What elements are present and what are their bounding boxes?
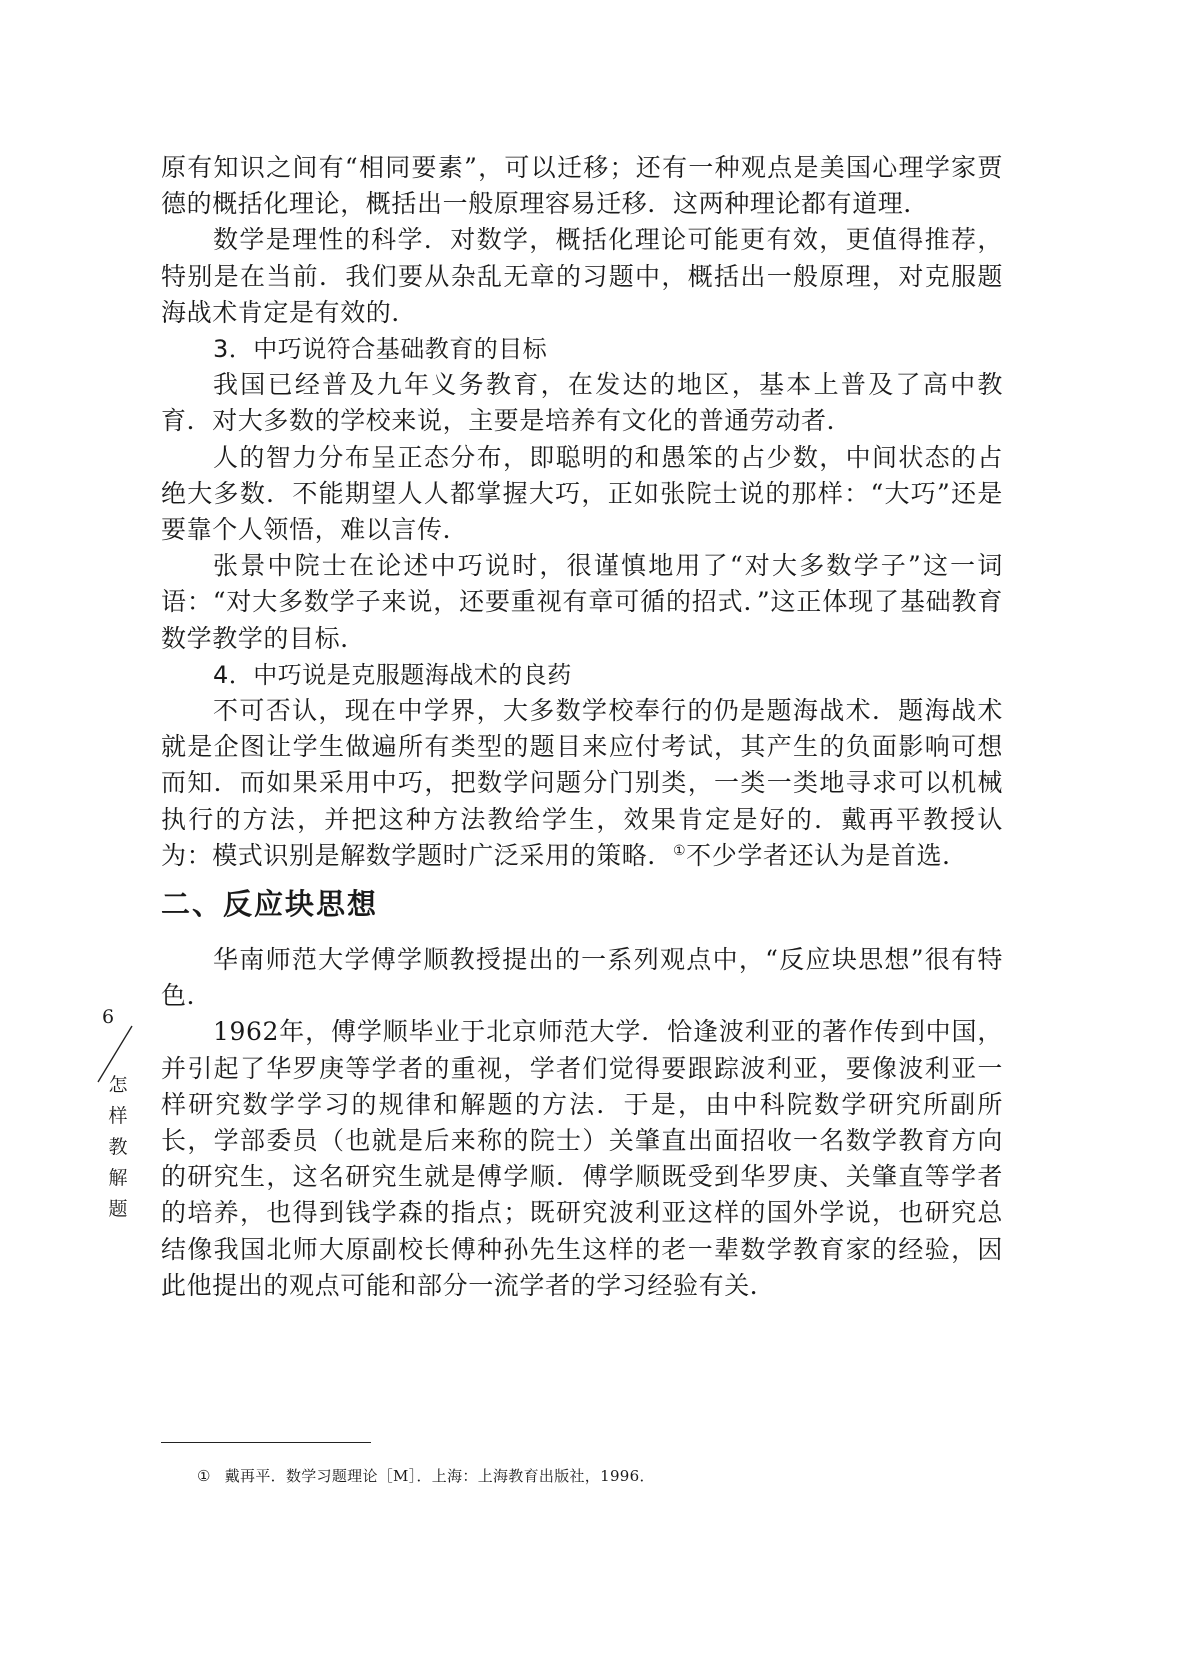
running-title-char: 教 [108,1136,128,1158]
paragraph-4-main: 不可否认，现在中学界，大多数学校奉行的仍是题海战术．题海战术就是企图让学生做遍所有类型的题目来应付考试，其产生的负面影响可想而知．而如果采用中巧，把数学问题分门别类，一类一类地寻求可以机械执行的方法，并把这种方法教给学生，效果肯定是好的．戴再平教授认为：模式识别是解数学题时广泛采用的策略． [161,696,1003,870]
paragraph-section2-1: 华南师范大学傅学顺教授提出的一系列观点中，“反应块思想”很有特色． [161,945,1003,1011]
margin-running-head [96,1006,146,1236]
footnote-reference[interactable]: ① [673,842,687,859]
subhead-4: 4．中巧说是克服题海战术的良药 [213,660,572,689]
running-title [104,1070,132,1225]
running-title-char: 样 [108,1105,128,1127]
paragraph-theory: 数学是理性的科学．对数学，概括化理论可能更有效，更值得推荐，特别是在当前．我们要从杂乱无章的习题中，概括出一般原理，对克服题海战术肯定是有效的． [161,225,1003,327]
subhead-3: 3．中巧说符合基础教育的目标 [213,335,548,364]
footnote-mark: ① [197,1467,211,1485]
paragraph-4 [161,693,1003,874]
footnote-text: 戴再平．数学习题理论［M］．上海：上海教育出版社，1996． [224,1467,655,1485]
running-title-char: 解 [108,1167,128,1189]
paragraph-3-1: 我国已经普及九年义务教育，在发达的地区，基本上普及了高中教育．对大多数的学校来说，主要是培养有文化的普通劳动者． [161,370,1003,436]
footnote [197,1466,655,1486]
running-title-char: 题 [108,1198,128,1220]
footnote-divider [161,1442,371,1443]
running-title-char: 怎 [108,1074,128,1096]
paragraph-3-3: 张景中院士在论述中巧说时，很谨慎地用了“对大多数学子”这一词语：“对大多数学子来说，还要重视有章可循的招式．”这正体现了基础教育数学教学的目标． [161,551,1003,653]
body-text [161,150,1003,1304]
paragraph-3-2: 人的智力分布呈正态分布，即聪明的和愚笨的占少数，中间状态的占绝大多数．不能期望人人都掌握大巧，正如张院士说的那样：“大巧”还是要靠个人领悟，难以言传． [161,442,1003,545]
page-number: 6 [102,1006,115,1028]
paragraph-continued: 原有知识之间有“相同要素”，可以迁移；还有一种观点是美国心理学家贾德的概括化理论，概括出一般原理容易迁移．这两种理论都有道理． [161,153,1003,219]
paragraph-4-tail: 不少学者还认为是首选． [686,840,968,870]
paragraph-section2-2: 1962年，傅学顺毕业于北京师范大学．恰逢波利亚的著作传到中国，并引起了华罗庚等学者的重视，学者们觉得要跟踪波利亚，要像波利亚一样研究数学学习的规律和解题的方法．于是，由中科院数学研究所副所长，学部委员（也就是后来称的院士）关肇直出面招收一名数学教育方向的研究生，这名研究生就是傅学顺．傅学顺既受到华罗庚、关肇直等学者的培养，也得到钱学森的指点；既研究波利亚这样的国外学说，也研究总结像我国北师大原副校长傅种孙先生这样的老一辈数学教育家的经验，因此他提出的观点可能和部分一流学者的学习经验有关． [161,1017,1003,1300]
section-title: 二、反应块思想 [161,887,379,922]
